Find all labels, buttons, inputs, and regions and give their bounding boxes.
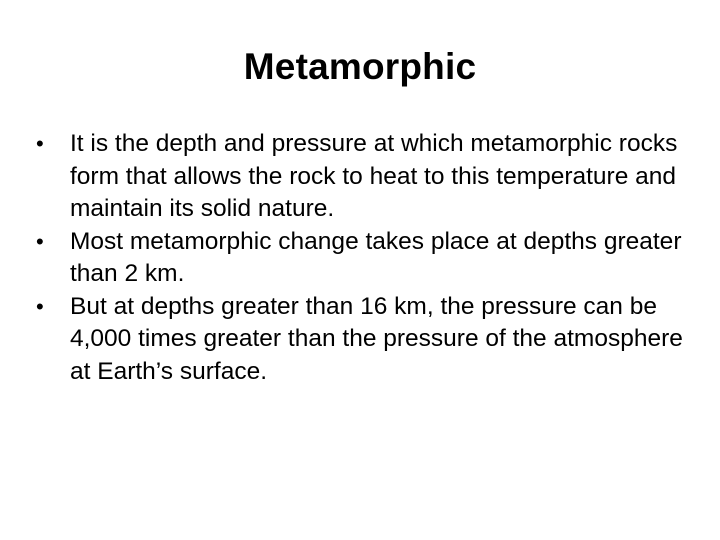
bullet-text: Most metamorphic change takes place at depths greater than 2 km.	[70, 227, 682, 287]
bullet-text: But at depths greater than 16 km, the pressure can be 4,000 times greater than the pressure of the atmosphere at Earth’s surface.	[70, 292, 683, 385]
bullet-list	[36, 128, 696, 388]
bullet-icon: •	[36, 228, 44, 254]
slide-title: Metamorphic	[243, 46, 477, 87]
bullet-item	[36, 226, 696, 291]
bullet-text: It is the depth and pressure at which metamorphic rocks form that allows the rock to heat to this temperature and maintain its solid nature.	[70, 130, 678, 222]
bullet-icon: •	[36, 131, 44, 156]
bullet-icon: •	[36, 293, 44, 319]
bullet-item	[36, 291, 696, 389]
bullet-item	[36, 128, 696, 226]
